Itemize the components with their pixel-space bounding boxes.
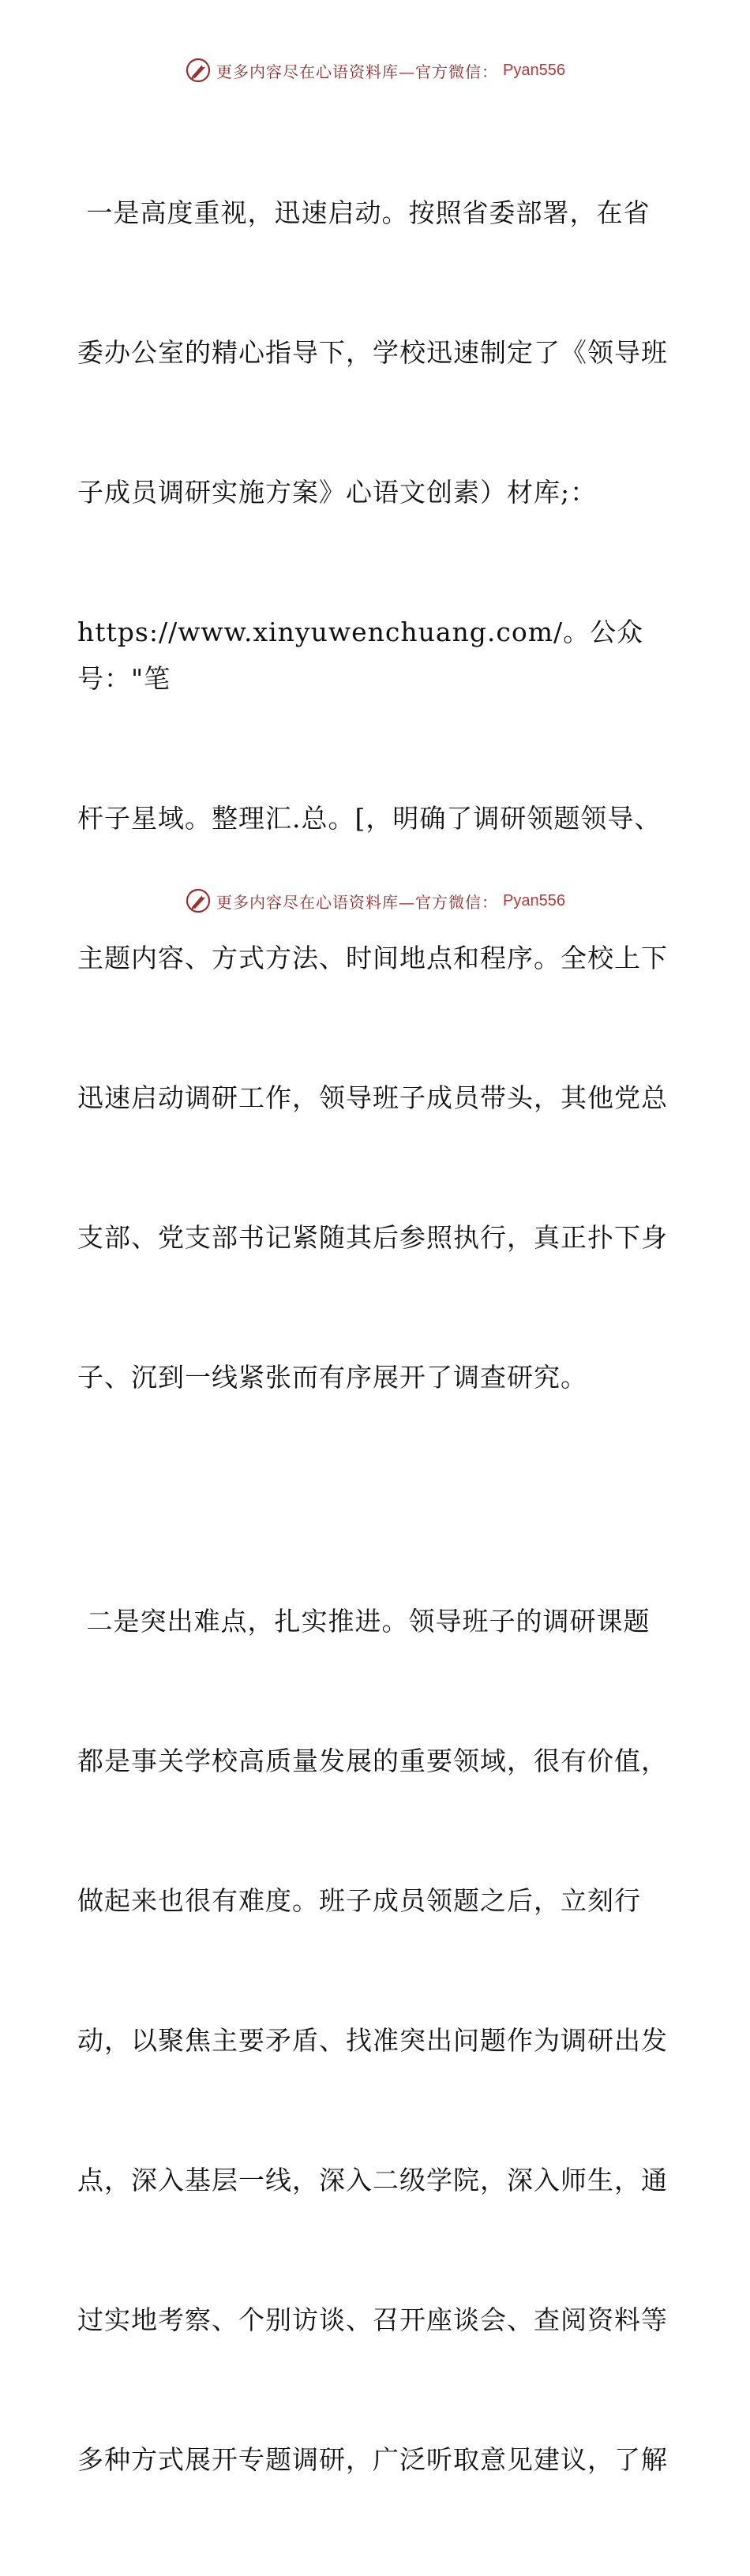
paragraph-line: 一是高度重视，迅速启动。按照省委部署，在省 xyxy=(77,197,651,228)
paragraph-1 xyxy=(77,96,677,1494)
pen-nib-logo-icon xyxy=(185,887,212,914)
paragraph-line: 支部、党支部书记紧随其后参照执行，真正扑下身 xyxy=(77,1222,668,1253)
pen-nib-logo-icon xyxy=(185,57,212,84)
paragraph-line: 子、沉到一线紧张而有序展开了调查研究。 xyxy=(77,1362,587,1393)
paragraph-line: 二是突出难点，扎实推进。领导班子的调研课题 xyxy=(77,1606,651,1637)
watermark-text: 更多内容尽在心语资料库—官方微信： xyxy=(216,62,499,81)
paragraph-line: 迅速启动调研工作，领导班子成员带头，其他党总 xyxy=(77,1082,668,1113)
paragraph-line: 点，深入基层一线，深入二级学院，深入师生，通 xyxy=(77,2165,668,2195)
header-watermark xyxy=(0,57,750,84)
watermark-text: 更多内容尽在心语资料库—官方微信： xyxy=(216,892,499,912)
footer-watermark xyxy=(0,887,750,914)
paragraph-line: 都是事关学校高质量发展的重要领域，很有价值， xyxy=(77,1745,668,1776)
document-body xyxy=(77,96,677,2576)
paragraph-line: 动，以聚焦主要矛盾、找准突出问题作为调研出发 xyxy=(77,2025,668,2056)
paragraph-line: 做起来也很有难度。班子成员领题之后，立刻行 xyxy=(77,1885,641,1916)
watermark-wechat-id: Pyan556 xyxy=(503,61,565,79)
paragraph-line: 主题内容、方式方法、时间地点和程序。全校上下 xyxy=(77,943,668,973)
paragraph-line: 委办公室的精心指导下，学校迅速制定了《领导班 xyxy=(77,337,668,368)
paragraph-2 xyxy=(77,1505,677,2576)
watermark-wechat-id: Pyan556 xyxy=(503,891,565,909)
paragraph-line: 多种方式展开专题调研，广泛听取意见建议，了解 xyxy=(77,2444,668,2475)
paragraph-line-link: https://www.xinyuwenchuang.com/。公众号："笔 xyxy=(77,617,644,694)
paragraph-line: 杆子星域。整理汇.总。[，明确了调研领题领导、 xyxy=(77,803,662,834)
paragraph-line: 过实地考察、个别访谈、召开座谈会、查阅资料等 xyxy=(77,2304,668,2335)
paragraph-line: 子成员调研实施方案》心语文创素）材库;： xyxy=(77,477,598,508)
